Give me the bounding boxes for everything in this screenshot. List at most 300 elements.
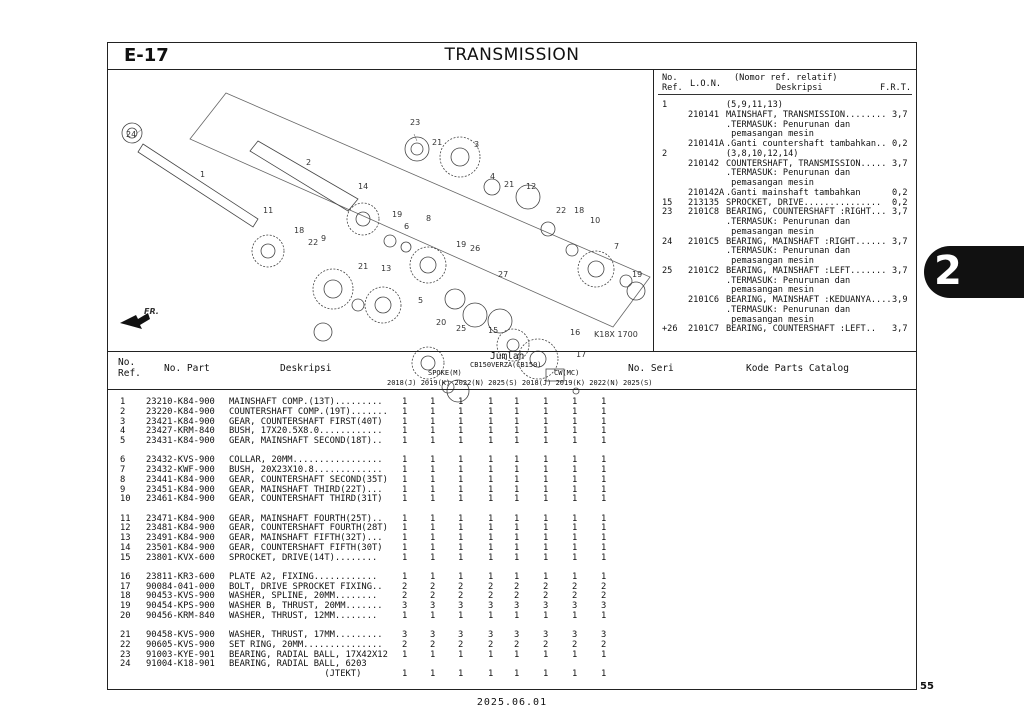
part-qty: 1 bbox=[514, 494, 520, 505]
callout-label: 21 bbox=[358, 262, 369, 271]
callout-label: 19 bbox=[632, 270, 643, 279]
lon-desc: pemasangan mesin bbox=[726, 256, 814, 266]
callout-label: 6 bbox=[404, 222, 410, 231]
lon-frt: 3,7 bbox=[892, 265, 908, 276]
part-ref: 13 bbox=[120, 533, 131, 543]
part-qty: 1 bbox=[601, 436, 607, 446]
part-qty: 1 bbox=[430, 649, 436, 660]
part-qty: 1 bbox=[402, 649, 408, 660]
part-qty: 1 bbox=[514, 669, 520, 679]
lon-header-ref: No. Ref. bbox=[662, 73, 683, 93]
lon-desc: MAINSHAFT, TRANSMISSION........ bbox=[726, 109, 887, 120]
part-qty: 1 bbox=[430, 406, 436, 417]
part-desc: SPROCKET, DRIVE(14T)........ bbox=[229, 552, 378, 563]
part-qty: 1 bbox=[402, 523, 408, 534]
part-qty: 1 bbox=[430, 523, 436, 534]
part-qty: 2 bbox=[458, 581, 464, 592]
part-part: 23501-K84-900 bbox=[146, 542, 215, 553]
part-qty: 1 bbox=[402, 465, 408, 475]
part-part: 23432-KWF-900 bbox=[146, 465, 215, 475]
part-qty: 1 bbox=[514, 484, 520, 495]
diagram-reference: K18X 1700 bbox=[594, 330, 638, 339]
part-ref: 5 bbox=[120, 436, 126, 446]
callout-label: 3 bbox=[474, 140, 480, 149]
part-desc: PLATE A2, FIXING............ bbox=[229, 571, 378, 582]
callout-label: 16 bbox=[570, 328, 581, 337]
parts-header-jumlah: Jumlah bbox=[490, 351, 525, 362]
part-qty: 1 bbox=[430, 484, 436, 495]
part-ref: 11 bbox=[120, 513, 131, 524]
part-qty: 3 bbox=[572, 630, 578, 640]
part-part: 90453-KVS-900 bbox=[146, 591, 215, 602]
part-qty: 1 bbox=[402, 397, 408, 407]
callout-label: 9 bbox=[321, 234, 327, 243]
part-qty: 1 bbox=[430, 474, 436, 485]
part-qty: 1 bbox=[488, 523, 494, 534]
part-qty: 1 bbox=[543, 416, 549, 427]
part-qty: 1 bbox=[543, 455, 549, 466]
part-qty: 3 bbox=[402, 630, 408, 640]
part-part: 23481-K84-900 bbox=[146, 523, 215, 534]
part-qty: 3 bbox=[488, 601, 494, 611]
part-part: 23461-K84-900 bbox=[146, 494, 215, 505]
callout-label: 18 bbox=[294, 226, 305, 235]
lon-desc: .Ganti countershaft tambahkan.. bbox=[726, 139, 887, 149]
part-qty: 1 bbox=[514, 455, 520, 466]
callout-label: 26 bbox=[470, 244, 481, 253]
part-qty: 1 bbox=[458, 571, 464, 582]
part-qty: 1 bbox=[458, 523, 464, 534]
part-desc: BUSH, 17X20.5X8.0............ bbox=[229, 426, 383, 437]
callout-label: 12 bbox=[526, 182, 537, 191]
part-qty: 1 bbox=[514, 523, 520, 534]
part-ref: 16 bbox=[120, 571, 131, 582]
part-desc: BEARING, RADIAL BALL, 17X42X12 bbox=[229, 649, 388, 660]
part-qty: 1 bbox=[430, 610, 436, 621]
part-qty: 1 bbox=[458, 465, 464, 475]
part-ref: 2 bbox=[120, 406, 126, 417]
part-qty: 1 bbox=[601, 610, 607, 621]
part-part: 23471-K84-900 bbox=[146, 513, 215, 524]
lon-header-frt: F.R.T. bbox=[880, 83, 912, 93]
lon-frt: 3,7 bbox=[892, 324, 908, 335]
part-qty: 1 bbox=[430, 397, 436, 407]
part-qty: 1 bbox=[488, 426, 494, 437]
part-desc: GEAR, COUNTERSHAFT SECOND(35T) bbox=[229, 474, 388, 485]
lon-header-lon: L.O.N. bbox=[690, 79, 722, 89]
lon-lon: 213135 bbox=[688, 197, 720, 208]
parts-header-cw: CW(MC) bbox=[554, 369, 580, 377]
callout-label: 5 bbox=[418, 296, 424, 305]
part-qty: 1 bbox=[601, 513, 607, 524]
part-ref: 14 bbox=[120, 542, 131, 553]
part-qty: 1 bbox=[543, 571, 549, 582]
part-qty: 1 bbox=[601, 552, 607, 563]
part-ref: 12 bbox=[120, 523, 131, 534]
part-qty: 1 bbox=[458, 455, 464, 466]
part-qty: 1 bbox=[601, 571, 607, 582]
part-ref: 6 bbox=[120, 455, 126, 466]
lon-desc: pemasangan mesin bbox=[726, 226, 814, 237]
lon-lon: 210142A bbox=[688, 187, 725, 198]
lon-lon: 2101C6 bbox=[688, 295, 720, 305]
part-ref: 22 bbox=[120, 639, 131, 650]
part-qty: 2 bbox=[601, 639, 607, 650]
part-qty: 1 bbox=[514, 542, 520, 553]
part-qty: 1 bbox=[488, 484, 494, 495]
section-code: E-17 bbox=[124, 45, 169, 66]
part-qty: 1 bbox=[514, 571, 520, 582]
part-desc: SET RING, 20MM............... bbox=[229, 639, 383, 650]
part-qty: 1 bbox=[458, 426, 464, 437]
part-qty: 2 bbox=[430, 639, 436, 650]
part-qty: 1 bbox=[572, 426, 578, 437]
part-qty: 1 bbox=[572, 494, 578, 505]
part-desc: COLLAR, 20MM................. bbox=[229, 455, 383, 466]
part-part: 23421-K84-900 bbox=[146, 416, 215, 427]
part-qty: 1 bbox=[572, 474, 578, 485]
print-date: 2025.06.01 bbox=[476, 697, 548, 708]
part-qty: 1 bbox=[601, 474, 607, 485]
part-ref: 21 bbox=[120, 630, 131, 640]
part-part: 23451-K84-900 bbox=[146, 484, 215, 495]
callout-label: 22 bbox=[556, 206, 567, 215]
part-qty: 1 bbox=[514, 406, 520, 417]
part-qty: 1 bbox=[543, 533, 549, 543]
lon-lon: 2101C5 bbox=[688, 236, 720, 247]
part-qty: 1 bbox=[572, 523, 578, 534]
callout-label: 19 bbox=[456, 240, 467, 249]
part-qty: 1 bbox=[514, 465, 520, 475]
part-part: 91004-K18-901 bbox=[146, 659, 215, 670]
part-qty: 1 bbox=[601, 649, 607, 660]
part-qty: 2 bbox=[543, 591, 549, 602]
section-tab bbox=[924, 246, 1024, 298]
part-qty: 1 bbox=[572, 416, 578, 427]
callout-label: 21 bbox=[504, 180, 515, 189]
part-part: 23491-K84-900 bbox=[146, 533, 215, 543]
part-qty: 1 bbox=[402, 669, 408, 679]
part-qty: 1 bbox=[572, 513, 578, 524]
parts-header-no-seri: No. Seri bbox=[628, 363, 674, 374]
part-qty: 2 bbox=[572, 639, 578, 650]
part-qty: 2 bbox=[514, 639, 520, 650]
part-ref: 20 bbox=[120, 610, 131, 621]
part-qty: 1 bbox=[402, 542, 408, 553]
callout-label: 11 bbox=[263, 206, 274, 215]
part-qty: 1 bbox=[543, 513, 549, 524]
part-part: 23811-KR3-600 bbox=[146, 571, 215, 582]
callout-label: 13 bbox=[381, 264, 392, 273]
part-qty: 1 bbox=[458, 610, 464, 621]
callout-label: 14 bbox=[358, 182, 369, 191]
part-qty: 3 bbox=[543, 601, 549, 611]
lon-lon: 2101C7 bbox=[688, 324, 720, 335]
lon-desc: .TERMASUK: Penurunan dan bbox=[726, 246, 851, 257]
lon-desc: .TERMASUK: Penurunan dan bbox=[726, 217, 851, 227]
part-qty: 1 bbox=[488, 649, 494, 660]
part-qty: 1 bbox=[488, 474, 494, 485]
part-qty: 1 bbox=[572, 455, 578, 466]
part-qty: 1 bbox=[458, 416, 464, 427]
lon-desc: .Ganti mainshaft tambahkan bbox=[726, 187, 861, 198]
part-qty: 1 bbox=[402, 455, 408, 466]
lon-frt: 3,9 bbox=[892, 295, 908, 305]
page-number: 55 bbox=[920, 681, 934, 692]
lon-frt: 0,2 bbox=[892, 187, 908, 198]
callout-label: 17 bbox=[576, 350, 587, 359]
part-qty: 1 bbox=[514, 533, 520, 543]
part-ref: 10 bbox=[120, 494, 131, 505]
part-qty: 1 bbox=[514, 552, 520, 563]
part-qty: 2 bbox=[572, 581, 578, 592]
part-qty: 1 bbox=[543, 610, 549, 621]
callout-label: 21 bbox=[432, 138, 443, 147]
part-part: 23210-K84-900 bbox=[146, 397, 215, 407]
part-qty: 1 bbox=[601, 406, 607, 417]
part-qty: 1 bbox=[514, 474, 520, 485]
callout-label: 1 bbox=[200, 170, 206, 179]
part-qty: 1 bbox=[430, 533, 436, 543]
lon-desc: .TERMASUK: Penurunan dan bbox=[726, 168, 851, 179]
part-ref: 24 bbox=[120, 659, 131, 670]
part-qty: 1 bbox=[601, 533, 607, 543]
part-desc: MAINSHAFT COMP.(13T)......... bbox=[229, 397, 383, 407]
part-ref: 4 bbox=[120, 426, 126, 437]
part-desc: GEAR, MAINSHAFT FOURTH(25T).. bbox=[229, 513, 383, 524]
part-ref: 18 bbox=[120, 591, 131, 602]
part-qty: 2 bbox=[430, 591, 436, 602]
part-qty: 1 bbox=[402, 416, 408, 427]
part-ref: 15 bbox=[120, 552, 131, 563]
lon-ref: 1 bbox=[662, 100, 668, 110]
part-qty: 1 bbox=[601, 669, 607, 679]
part-desc: GEAR, COUNTERSHAFT THIRD(31T) bbox=[229, 494, 383, 505]
part-qty: 2 bbox=[572, 591, 578, 602]
part-qty: 1 bbox=[488, 533, 494, 543]
lon-desc: BEARING, MAINSHAFT :LEFT....... bbox=[726, 265, 887, 276]
part-part: 23441-K84-900 bbox=[146, 474, 215, 485]
part-qty: 2 bbox=[458, 591, 464, 602]
part-qty: 1 bbox=[430, 513, 436, 524]
part-qty: 3 bbox=[514, 601, 520, 611]
part-qty: 1 bbox=[572, 436, 578, 446]
callout-label: 18 bbox=[574, 206, 585, 215]
part-ref: 1 bbox=[120, 397, 126, 407]
part-qty: 2 bbox=[514, 591, 520, 602]
lon-ref: +26 bbox=[662, 324, 678, 335]
callout-label: 7 bbox=[614, 242, 620, 251]
part-qty: 1 bbox=[488, 436, 494, 446]
part-qty: 1 bbox=[430, 465, 436, 475]
part-desc: BOLT, DRIVE SPROCKET FIXING.. bbox=[229, 581, 383, 592]
part-qty: 1 bbox=[402, 552, 408, 563]
part-qty: 1 bbox=[572, 571, 578, 582]
part-qty: 1 bbox=[488, 571, 494, 582]
part-qty: 3 bbox=[572, 601, 578, 611]
part-qty: 1 bbox=[572, 406, 578, 417]
part-qty: 3 bbox=[458, 630, 464, 640]
part-qty: 1 bbox=[488, 542, 494, 553]
part-qty: 1 bbox=[458, 513, 464, 524]
part-qty: 1 bbox=[488, 552, 494, 563]
part-qty: 1 bbox=[543, 649, 549, 660]
page-header bbox=[108, 43, 916, 70]
lon-desc: (5,9,11,13) bbox=[726, 100, 783, 110]
part-qty: 3 bbox=[514, 630, 520, 640]
part-qty: 1 bbox=[601, 465, 607, 475]
part-qty: 1 bbox=[543, 494, 549, 505]
parts-header-desc: Deskripsi bbox=[280, 363, 332, 374]
part-qty: 1 bbox=[601, 397, 607, 407]
lon-lon: 210142 bbox=[688, 158, 720, 169]
part-desc: WASHER, THRUST, 17MM......... bbox=[229, 630, 383, 640]
part-qty: 2 bbox=[488, 581, 494, 592]
part-qty: 2 bbox=[543, 639, 549, 650]
part-qty: 1 bbox=[514, 426, 520, 437]
part-qty: 3 bbox=[543, 630, 549, 640]
callout-label: 4 bbox=[490, 172, 496, 181]
part-qty: 1 bbox=[488, 416, 494, 427]
part-qty: 1 bbox=[402, 426, 408, 437]
part-desc: GEAR, MAINSHAFT THIRD(22T)... bbox=[229, 484, 383, 495]
part-qty: 1 bbox=[430, 436, 436, 446]
part-qty: 1 bbox=[572, 397, 578, 407]
part-desc: WASHER, SPLINE, 20MM........ bbox=[229, 591, 378, 602]
callout-label: 2 bbox=[306, 158, 312, 167]
part-qty: 1 bbox=[402, 571, 408, 582]
part-qty: 2 bbox=[402, 639, 408, 650]
part-qty: 1 bbox=[430, 416, 436, 427]
lon-ref: 2 bbox=[662, 148, 668, 159]
page-title: TRANSMISSION bbox=[444, 45, 580, 65]
callout-label: 23 bbox=[410, 118, 421, 127]
part-ref: 8 bbox=[120, 474, 126, 485]
catalog-page-frame bbox=[107, 42, 917, 690]
parts-header-kode: Kode Parts Catalog bbox=[746, 363, 849, 374]
part-qty: 2 bbox=[458, 639, 464, 650]
lon-frt: 3,7 bbox=[892, 236, 908, 247]
part-qty: 1 bbox=[458, 533, 464, 543]
part-qty: 1 bbox=[543, 474, 549, 485]
part-ref: 9 bbox=[120, 484, 126, 495]
lon-lon: 2101C2 bbox=[688, 265, 720, 276]
lon-desc: SPROCKET, DRIVE............... bbox=[726, 197, 882, 208]
lon-desc: COUNTERSHAFT, TRANSMISSION..... bbox=[726, 158, 887, 169]
part-qty: 1 bbox=[514, 610, 520, 621]
labor-operation-table bbox=[654, 69, 916, 351]
part-qty: 1 bbox=[543, 552, 549, 563]
lon-frt: 0,2 bbox=[892, 139, 908, 149]
direction-label: FR. bbox=[144, 307, 159, 316]
part-qty: 1 bbox=[601, 426, 607, 437]
part-qty: 2 bbox=[402, 591, 408, 602]
lon-header-desc: Deskripsi bbox=[776, 83, 823, 93]
part-qty: 1 bbox=[458, 484, 464, 495]
part-qty: 2 bbox=[514, 581, 520, 592]
part-part: 90458-KVS-900 bbox=[146, 630, 215, 640]
lon-desc: pemasangan mesin bbox=[726, 129, 814, 140]
part-qty: 1 bbox=[430, 455, 436, 466]
part-desc: WASHER B, THRUST, 20MM....... bbox=[229, 601, 383, 611]
part-qty: 1 bbox=[543, 397, 549, 407]
part-desc: BEARING, RADIAL BALL, 6203 bbox=[229, 659, 367, 670]
part-qty: 1 bbox=[402, 436, 408, 446]
part-part: 23432-KVS-900 bbox=[146, 455, 215, 466]
part-qty: 1 bbox=[543, 436, 549, 446]
part-part: 91003-KYE-901 bbox=[146, 649, 215, 660]
part-desc: GEAR, COUNTERSHAFT FOURTH(28T) bbox=[229, 523, 388, 534]
lon-frt: 3,7 bbox=[892, 207, 908, 218]
lon-frt: 0,2 bbox=[892, 197, 908, 208]
lon-ref: 25 bbox=[662, 265, 673, 276]
part-qty: 1 bbox=[543, 426, 549, 437]
part-qty: 1 bbox=[514, 436, 520, 446]
part-qty: 1 bbox=[572, 465, 578, 475]
part-qty: 1 bbox=[572, 649, 578, 660]
part-qty: 1 bbox=[458, 397, 464, 407]
part-part: 23801-KVX-600 bbox=[146, 552, 215, 563]
part-qty: 1 bbox=[458, 494, 464, 505]
part-ref: 19 bbox=[120, 601, 131, 611]
part-qty: 1 bbox=[458, 649, 464, 660]
lon-desc: BEARING, MAINSHAFT :KEDUANYA.... bbox=[726, 295, 892, 305]
part-qty: 1 bbox=[458, 542, 464, 553]
lon-ref: 23 bbox=[662, 207, 673, 218]
part-part: 90456-KRM-840 bbox=[146, 610, 215, 621]
part-desc: BUSH, 20X23X10.8............. bbox=[229, 465, 383, 475]
part-qty: 1 bbox=[543, 542, 549, 553]
part-qty: 1 bbox=[488, 513, 494, 524]
part-desc: WASHER, THRUST, 12MM........ bbox=[229, 610, 378, 621]
callout-label: 27 bbox=[498, 270, 509, 279]
part-qty: 1 bbox=[601, 416, 607, 427]
part-qty: 2 bbox=[488, 639, 494, 650]
lon-frt: 3,7 bbox=[892, 109, 908, 120]
part-qty: 2 bbox=[601, 581, 607, 592]
part-qty: 1 bbox=[601, 542, 607, 553]
part-desc: GEAR, COUNTERSHAFT FIFTH(30T) bbox=[229, 542, 383, 553]
lon-ref: 24 bbox=[662, 236, 673, 247]
part-qty: 2 bbox=[402, 581, 408, 592]
part-qty: 3 bbox=[458, 601, 464, 611]
part-qty: 1 bbox=[402, 474, 408, 485]
part-ref: 23 bbox=[120, 649, 131, 660]
part-qty: 1 bbox=[402, 494, 408, 505]
part-qty: 1 bbox=[458, 669, 464, 679]
part-part: 90084-041-000 bbox=[146, 581, 215, 592]
lon-header-relatif: (Nomor ref. relatif) bbox=[734, 73, 838, 83]
lon-lon: 2101C8 bbox=[688, 207, 720, 218]
part-qty: 1 bbox=[601, 455, 607, 466]
part-qty: 1 bbox=[402, 513, 408, 524]
parts-header-model-a: CB150VERZA bbox=[470, 361, 513, 369]
part-part: 90605-KVS-900 bbox=[146, 639, 215, 650]
parts-header-ref: No. Ref. bbox=[118, 357, 141, 379]
part-qty: 1 bbox=[514, 397, 520, 407]
part-qty: 1 bbox=[488, 494, 494, 505]
lon-desc: .TERMASUK: Penurunan dan bbox=[726, 275, 851, 286]
callout-label: 22 bbox=[308, 238, 319, 247]
part-qty: 1 bbox=[543, 484, 549, 495]
parts-header-model-b: (CB150) bbox=[512, 361, 542, 369]
part-part: 23220-K84-900 bbox=[146, 406, 215, 417]
lon-ref: 15 bbox=[662, 197, 673, 208]
part-qty: 1 bbox=[430, 542, 436, 553]
part-qty: 1 bbox=[458, 474, 464, 485]
callout-label: 20 bbox=[436, 318, 447, 327]
part-ref: 17 bbox=[120, 581, 131, 592]
